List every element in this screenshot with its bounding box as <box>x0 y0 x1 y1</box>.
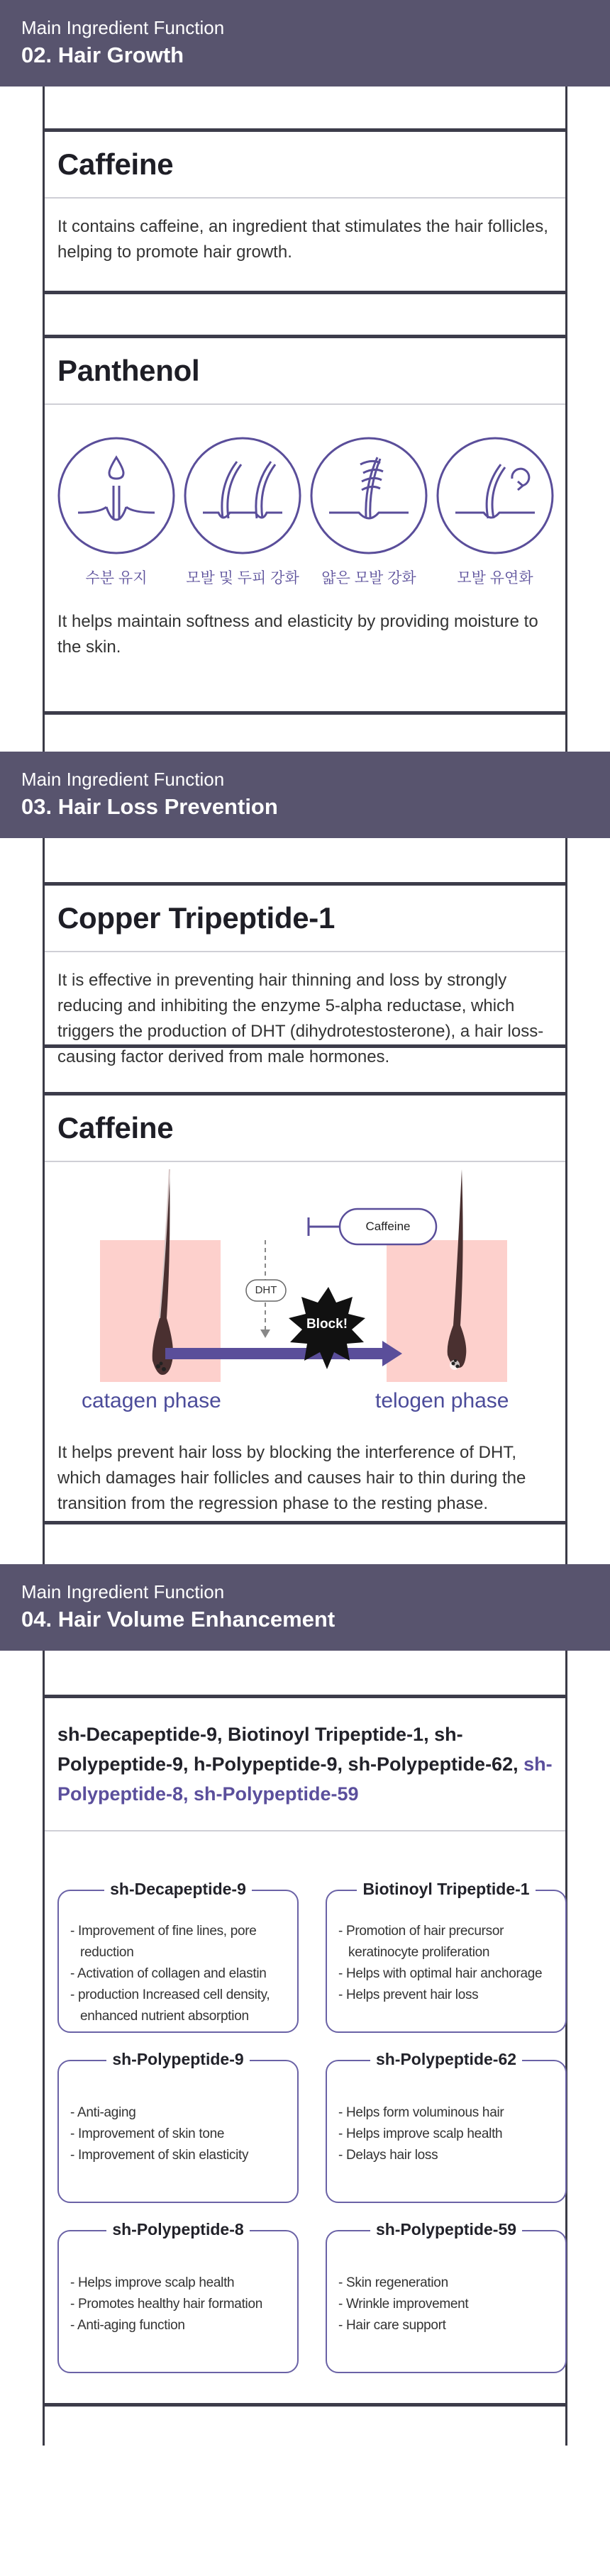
content-rail <box>43 1651 567 2446</box>
card-title: Caffeine <box>57 1111 174 1144</box>
box-item: - Promotion of hair precursor keratinocyte proliferation <box>338 1921 557 1963</box>
benefit-item <box>309 436 429 588</box>
section-label: Main Ingredient Function <box>21 769 225 790</box>
box-title: sh-Polypeptide-62 <box>370 2050 522 2068</box>
caffeine-tag: Caffeine <box>365 1220 411 1233</box>
ingredient-box <box>326 2220 567 2373</box>
dht-block-diagram <box>45 1162 565 1439</box>
benefit-item <box>182 436 303 588</box>
benefit-label: 얇은 모발 강화 <box>321 570 416 586</box>
content-rail <box>43 838 567 1564</box>
transition-arrow <box>165 1348 385 1359</box>
box-item: - Improvement of skin tone <box>70 2124 289 2145</box>
card-title: Caffeine <box>57 147 174 181</box>
benefit-item <box>56 436 177 588</box>
telogen-background <box>387 1240 507 1382</box>
section-label: Main Ingredient Function <box>21 17 225 38</box>
section-title: 03. Hair Loss Prevention <box>21 794 278 819</box>
box-item: - Helps improve scalp health <box>70 2273 289 2294</box>
card-panthenol <box>45 338 565 711</box>
section-header-hair-volume <box>0 1564 610 1651</box>
benefit-label: 모발 유연화 <box>457 570 533 586</box>
section-header-hair-loss-prevention <box>0 752 610 838</box>
ingredient-box <box>57 2220 299 2373</box>
ingredient-box <box>57 2050 299 2203</box>
box-title: sh-Decapeptide-9 <box>104 1880 252 1898</box>
thin-hair-strengthen-icon <box>309 436 428 555</box>
box-item: - Improvement of skin elasticity <box>70 2145 289 2166</box>
card-text: It helps maintain softness and elasticity by providing moisture to the skin. <box>57 612 538 657</box>
box-item: - production Increased cell density, enhanced nutrient absorption <box>70 1985 289 2027</box>
box-item: - Activation of collagen and elastin <box>70 1963 289 1985</box>
ingredient-box <box>326 2050 567 2203</box>
box-item: - Wrinkle improvement <box>338 2294 557 2315</box>
ingredient-list-highlight: sh-Polypeptide-8, sh-Polypeptide-59 <box>57 1753 553 1805</box>
content-rail <box>43 87 567 752</box>
box-item: - Hair care support <box>338 2315 557 2336</box>
box-item: - Helps form voluminous hair <box>338 2102 557 2124</box>
section-title: 02. Hair Growth <box>21 43 184 67</box>
box-item: - Promotes healthy hair formation <box>70 2294 289 2315</box>
card-title: Copper Tripeptide-1 <box>57 901 336 935</box>
section-label: Main Ingredient Function <box>21 1581 225 1602</box>
card-title: Panthenol <box>57 354 200 387</box>
block-label: Block! <box>306 1317 348 1332</box>
catagen-label: catagen phase <box>82 1389 221 1412</box>
benefit-item <box>435 436 555 588</box>
ingredient-box <box>326 1880 567 2033</box>
box-title: sh-Polypeptide-8 <box>106 2220 249 2238</box>
moisture-droplet-icon <box>57 436 176 555</box>
box-item: - Helps improve scalp health <box>338 2124 557 2145</box>
card-text: It contains caffeine, an ingredient that stimulates the hair follicles, helping to promote hair growth. <box>57 217 548 262</box>
box-title: sh-Polypeptide-9 <box>106 2050 249 2068</box>
benefit-label: 수분 유지 <box>85 570 148 586</box>
box-title: sh-Polypeptide-59 <box>370 2220 522 2238</box>
box-title: Biotinoyl Tripeptide-1 <box>357 1880 535 1898</box>
dht-tag: DHT <box>255 1284 277 1296</box>
box-item: - Anti-aging <box>70 2102 289 2124</box>
card-caffeine-dht <box>45 1095 565 1521</box>
box-item: - Helps prevent hair loss <box>338 1985 557 2006</box>
card-text: It helps prevent hair loss by blocking the interference of DHT, which damages hair follicles and causes hair to thin during the transition from the regression phase to the resting phase. <box>57 1443 526 1513</box>
ingredient-list-main: sh-Decapeptide-9, Biotinoyl Tripeptide-1, sh-Polypeptide-9, h-Polypeptide-9, sh-Polypeptide-62, <box>57 1724 518 1775</box>
box-item: - Anti-aging function <box>70 2315 289 2336</box>
ingredient-box <box>57 1880 299 2033</box>
benefit-label: 모발 및 두피 강화 <box>186 570 299 586</box>
benefit-icons <box>45 405 565 588</box>
hair-softening-icon <box>436 436 555 555</box>
ingredient-list <box>45 1698 565 1830</box>
telogen-label: telogen phase <box>375 1389 509 1412</box>
section-header-hair-growth <box>0 0 610 87</box>
box-item: - Helps with optimal hair anchorage <box>338 1963 557 1985</box>
hair-scalp-strengthen-icon <box>183 436 302 555</box>
card-caffeine <box>45 132 565 291</box>
box-item: - Delays hair loss <box>338 2145 557 2166</box>
section-title: 04. Hair Volume Enhancement <box>21 1607 336 1632</box>
box-item: - Skin regeneration <box>338 2273 557 2294</box>
card-copper-tripeptide <box>45 886 565 1066</box>
ingredient-grid <box>45 1880 565 2373</box>
box-item: - Improvement of fine lines, pore reduction <box>70 1921 289 1963</box>
card-text: It is effective in preventing hair thinning and loss by strongly reducing and inhibiting the enzyme 5-alpha reductase, which triggers the production of DHT (dihydrotestosterone), a hair loss-causing factor derived from male hormones. <box>57 971 544 1066</box>
